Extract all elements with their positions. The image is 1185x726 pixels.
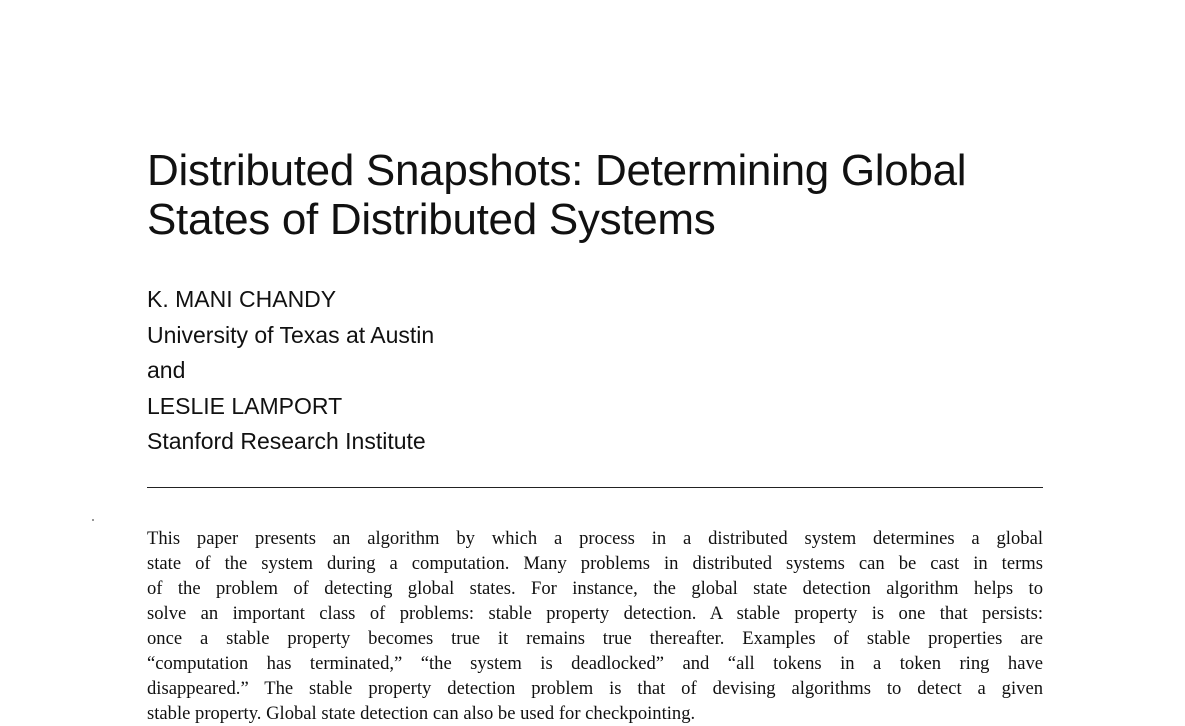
author-affiliation: University of Texas at Austin: [147, 321, 435, 348]
author-conjunction: and: [147, 357, 186, 383]
abstract-paragraph: [147, 526, 1043, 726]
abstract-line: This paper presents an algorithm by which a process in a distributed system determines a global: [147, 528, 1043, 549]
abstract-line: of the problem of detecting global states. For instance, the global state detection algorithm helps to: [147, 578, 1043, 599]
abstract-line: once a stable property becomes true it remains true thereafter. Examples of stable properties are: [147, 628, 1043, 649]
author-name: K. MANI CHANDY: [147, 286, 337, 312]
author-affiliation: Stanford Research Institute: [147, 428, 426, 454]
title-line: Distributed Snapshots: Determining Global: [147, 146, 967, 195]
author-block: [147, 282, 434, 460]
paper-title: [147, 146, 1047, 244]
author-name: LESLIE LAMPORT: [147, 392, 343, 419]
abstract-line: stable property. Global state detection can also be used for checkpointing.: [147, 703, 696, 724]
abstract-line: state of the system during a computation. Many problems in distributed systems can be cast in terms: [147, 553, 1043, 574]
scan-speck: [92, 519, 94, 521]
section-divider: [147, 487, 1043, 488]
title-line: States of Distributed Systems: [147, 195, 716, 244]
abstract-line: disappeared.” The stable property detection problem is that of devising algorithms to detect a given: [147, 678, 1043, 699]
abstract-line: “computation has terminated,” “the system is deadlocked” and “all tokens in a token ring have: [147, 653, 1043, 674]
abstract-line: solve an important class of problems: stable property detection. A stable property is one that persists:: [147, 603, 1043, 624]
